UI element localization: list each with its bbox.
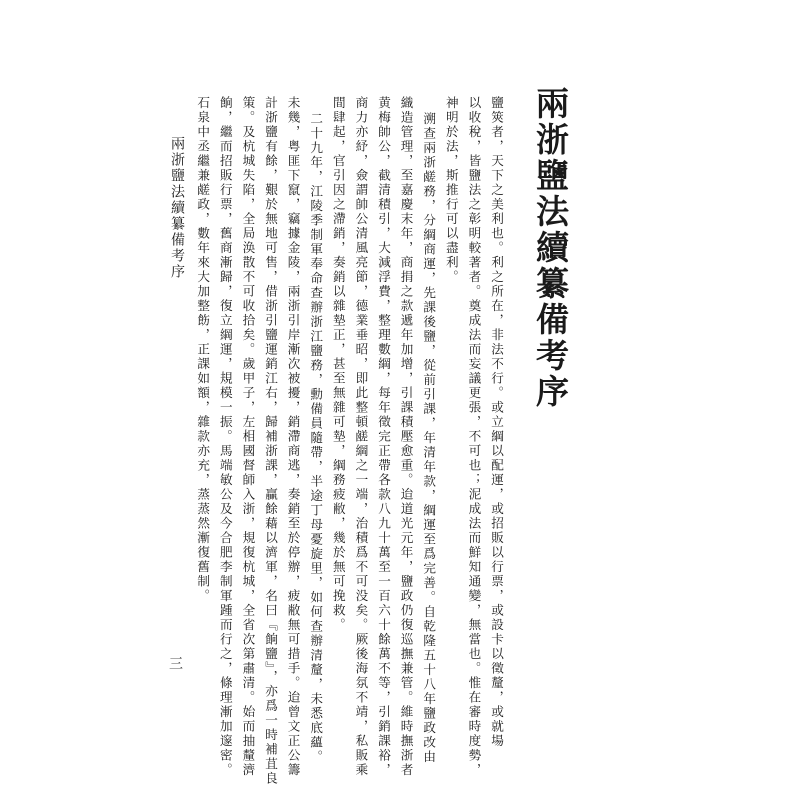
text-line: 以收稅，皆鹽法之彰明較著者。奠成法而妄議更張，不可也；泥成法而鮮知通變，無當也。惟在審時度勢， bbox=[466, 96, 482, 778]
text-line: 鹽筴者，天下之美利也。利之所在，非法不行。或立綱以配運，或招販以行票，或設卡以徵釐，或就場 bbox=[489, 96, 504, 749]
text-line: 餉，繼而招販行票，舊商漸歸，復立綱運，規模一振。馬端敏公及今合肥李制軍踵而行之，條理漸加邃密。 bbox=[217, 96, 233, 778]
text-line: 商力亦紓，僉謂帥公清風亮節，德業垂昭，即此整頓鹾綱之一端，治積爲不可没矣。厥後海氛不靖，私販乘 bbox=[353, 96, 369, 778]
text-line: 織造管理，至嘉慶末年，商捐之款遞年加增，引課積壓愈重。迨道光元年，鹽政仍復巡撫兼管。維時撫浙者 bbox=[398, 96, 414, 778]
text-line: 神明於法，斯推行可以盡利。 bbox=[443, 96, 459, 285]
text-line: 間肆起，官引因之滯銷，奏銷以雜墊正，甚至無雜可墊，綱務疲敝，幾於無可挽救。 bbox=[330, 96, 346, 633]
text-line: 黄梅帥公，截清積引，大減浮費，整理數綱，每年徵完正帶各款八九十萬至一百六十餘萬不等，引銷課裕， bbox=[376, 96, 391, 778]
preface-title: 兩浙鹽法續纂備考序 bbox=[531, 86, 570, 410]
text-line: 策。及杭城失陷，全局涣散不可收拾矣。歲甲子，左相國督師入浙，規復杭城，全省次第肅清。始而抽釐濟 bbox=[240, 96, 256, 778]
text-line: 溯查兩浙鹾務，分綱商運，先課後鹽，從前引課，年清年款，綱運至爲完善。自乾隆五十八年鹽政改由 bbox=[421, 112, 437, 765]
text-line: 石泉中丞繼兼鹾政，數年來大加整飭，正課如額，雜款亦充，蒸蒸然漸復舊制。 bbox=[195, 96, 211, 604]
text-line: 計浙鹽有餘，艱於無地可售，借浙引鹽運銷江右，歸補浙課，贏餘藉以濟軍，名曰『餉鹽』，亦爲一時補苴良 bbox=[263, 96, 278, 786]
page-number: 三 bbox=[167, 656, 183, 670]
running-head: 兩浙鹽法續纂備考序 bbox=[169, 136, 185, 280]
text-line: 二十九年，江陵季制軍奉命查辦浙江鹽務，勳備員隨帶，半途丁母憂旋里，如何查辦清釐，未悉底蘊。 bbox=[308, 112, 324, 765]
text-line: 未幾，粤匪下竄，竊據金陵，兩浙引岸漸次被擾，銷滯商逃，奏銷至於停辦，疲敝無可措手。迨曾文正公籌 bbox=[285, 96, 301, 778]
